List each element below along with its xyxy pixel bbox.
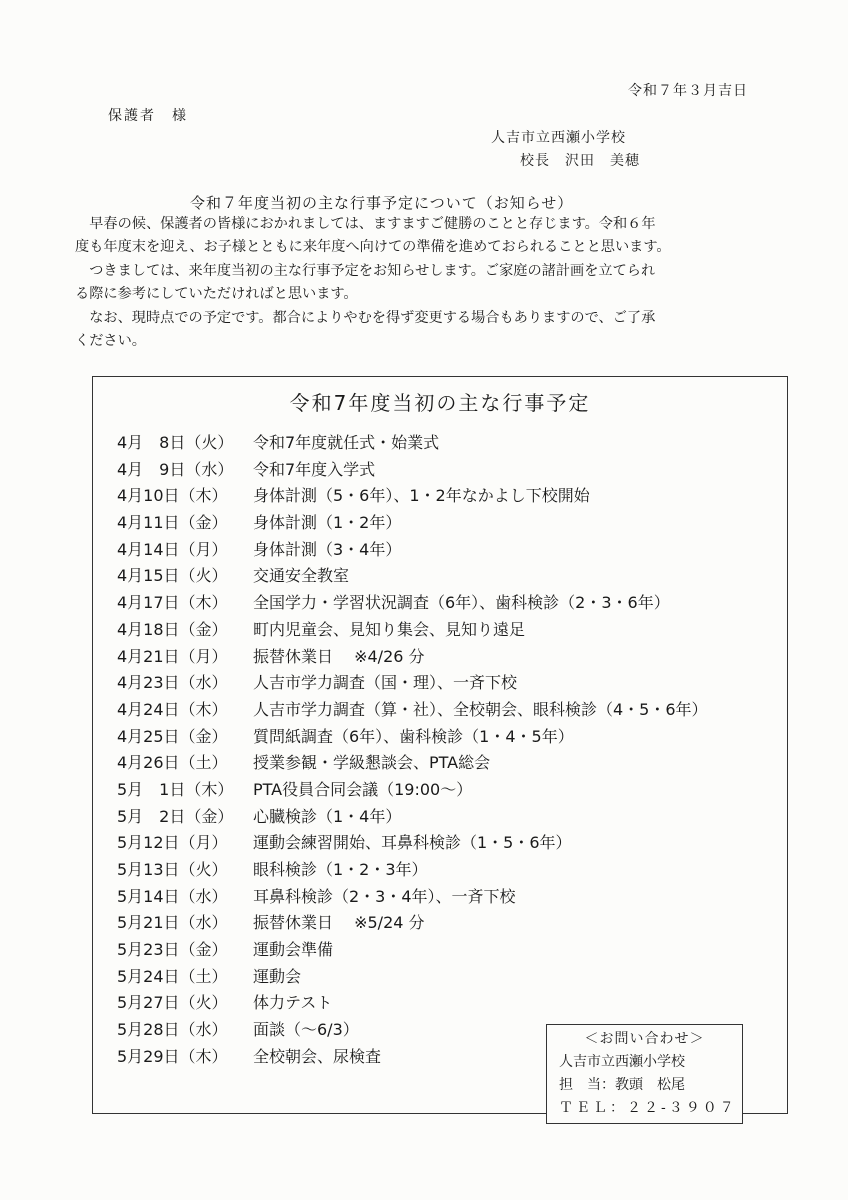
event-name: 耳鼻科検診（2・3・4年）、一斉下校 (253, 886, 516, 906)
schedule-row (117, 750, 708, 777)
schedule-row (117, 964, 708, 991)
schedule-row (117, 884, 708, 911)
event-name: 心臓検診（1・4年） (253, 806, 402, 826)
schedule-row (117, 777, 708, 804)
body-line: なお、現時点での予定です。都合によりやむを得ず変更する場合もありますので、ご了承 (89, 309, 656, 326)
event-date: 4月26日（土） (117, 753, 228, 773)
event-name: 令和7年度入学式 (253, 459, 376, 479)
event-date: 4月24日（木） (117, 699, 228, 719)
event-date: 5月 1日（木） (117, 779, 234, 799)
schedule-row (117, 937, 708, 964)
schedule-row (117, 724, 708, 751)
contact-person: 担 当：教頭 松尾 (559, 1077, 685, 1093)
event-name: 身体計測（5・6年）、1・2年なかよし下校開始 (253, 486, 590, 506)
event-name: 運動会練習開始、耳鼻科検診（1・5・6年） (253, 833, 572, 853)
event-date: 5月12日（月） (117, 833, 228, 853)
event-date: 4月23日（水） (117, 673, 228, 693)
body-line: ください。 (75, 333, 146, 350)
event-date: 4月15日（火） (117, 566, 228, 586)
schedule-row (117, 430, 708, 457)
event-name: 体力テスト (253, 993, 333, 1013)
event-date: 4月 8日（火） (117, 433, 234, 452)
event-name: 質問紙調査（6年）、歯科検診（1・4・5年） (253, 726, 574, 746)
event-date: 4月17日（木） (117, 593, 228, 613)
schedule-row (117, 670, 708, 697)
schedule-row (117, 510, 708, 537)
schedule-row (117, 457, 708, 484)
event-name: 面談（～6/3） (253, 1020, 359, 1040)
event-name: 令和7年度就任式・始業式 (253, 433, 440, 452)
schedule-row (117, 857, 708, 884)
event-date: 5月23日（金） (117, 940, 228, 960)
schedule-row (117, 537, 708, 564)
sender-principal: 校長 沢田 美穂 (520, 153, 640, 169)
schedule-row (117, 830, 708, 857)
event-date: 5月14日（水） (117, 886, 228, 906)
contact-heading: ＜お問い合わせ＞ (584, 1031, 705, 1047)
schedule-row (117, 697, 708, 724)
event-name: 町内児童会、見知り集会、見知り遠足 (253, 619, 526, 639)
event-date: 5月 2日（金） (117, 806, 234, 826)
recipient: 保護者 様 (108, 108, 188, 124)
schedule-row (117, 483, 708, 510)
event-name: 授業参観・学級懇談会、PTA総会 (253, 753, 491, 773)
event-name: 運動会 (253, 966, 302, 986)
schedule-row (117, 590, 708, 617)
event-name: 身体計測（1・2年） (253, 513, 402, 533)
event-date: 4月14日（月） (117, 539, 228, 559)
event-date: 4月11日（金） (117, 513, 228, 533)
event-name: 全国学力・学習状況調査（6年）、歯科検診（2・3・6年） (253, 593, 670, 613)
event-name: 眼科検診（1・2・3年） (253, 860, 428, 879)
event-name: 全校朝会、尿検査 (253, 1046, 382, 1066)
schedule-row (117, 990, 708, 1017)
event-date: 5月28日（水） (117, 1020, 228, 1040)
event-name: 交通安全教室 (253, 566, 350, 586)
body-line: つきましては、来年度当初の主な行事予定をお知らせします。ご家庭の諸計画を立てられ (89, 262, 656, 279)
event-date: 4月25日（金） (117, 726, 228, 746)
schedule-row (117, 910, 708, 937)
contact-school: 人吉市立西瀬小学校 (559, 1054, 685, 1070)
schedule-row (117, 804, 708, 831)
notice-title: 令和７年度当初の主な行事予定について（お知らせ） (190, 194, 574, 212)
event-date: 5月13日（火） (117, 860, 228, 879)
event-date: 5月21日（水） (117, 913, 228, 933)
event-name: PTA役員合同会議（19:00～） (253, 779, 473, 799)
event-date: 5月29日（木） (117, 1046, 228, 1066)
sender-school: 人吉市立西瀬小学校 (491, 130, 626, 146)
schedule-title: 令和7年度当初の主な行事予定 (289, 391, 591, 415)
schedule-box (92, 376, 788, 1114)
issue-date: 令和７年３月吉日 (628, 83, 748, 99)
schedule-row (117, 617, 708, 644)
event-name: 振替休業日 ※5/24 分 (253, 913, 425, 933)
event-name: 人吉市学力調査（国・理）、一斉下校 (253, 673, 518, 693)
body-line: る際に参考にしていただければと思います。 (75, 286, 358, 303)
schedule-row (117, 644, 708, 671)
schedule-row (117, 563, 708, 590)
event-name: 人吉市学力調査（算・社）、全校朝会、眼科検診（4・5・6年） (253, 699, 708, 719)
event-date: 4月10日（木） (117, 486, 228, 506)
event-date: 4月 9日（水） (117, 459, 234, 479)
event-date: 4月21日（月） (117, 646, 228, 666)
schedule-list (117, 430, 708, 1071)
event-date: 5月27日（火） (117, 993, 228, 1013)
event-date: 5月24日（土） (117, 966, 228, 986)
contact-tel: ＴＥＬ：２２-３９０７ (559, 1100, 737, 1116)
event-name: 身体計測（3・4年） (253, 539, 402, 559)
event-name: 振替休業日 ※4/26 分 (253, 646, 425, 666)
body-line: 度も年度末を迎え、お子様とともに来年度へ向けての準備を進めておられることと思います。 (75, 239, 671, 256)
contact-box (546, 1024, 743, 1124)
body-line: 早春の候、保護者の皆様におかれましては、ますますご健勝のことと存じます。令和６年 (89, 216, 656, 232)
event-name: 運動会準備 (253, 940, 334, 960)
notice-body (75, 213, 787, 353)
event-date: 4月18日（金） (117, 619, 228, 639)
